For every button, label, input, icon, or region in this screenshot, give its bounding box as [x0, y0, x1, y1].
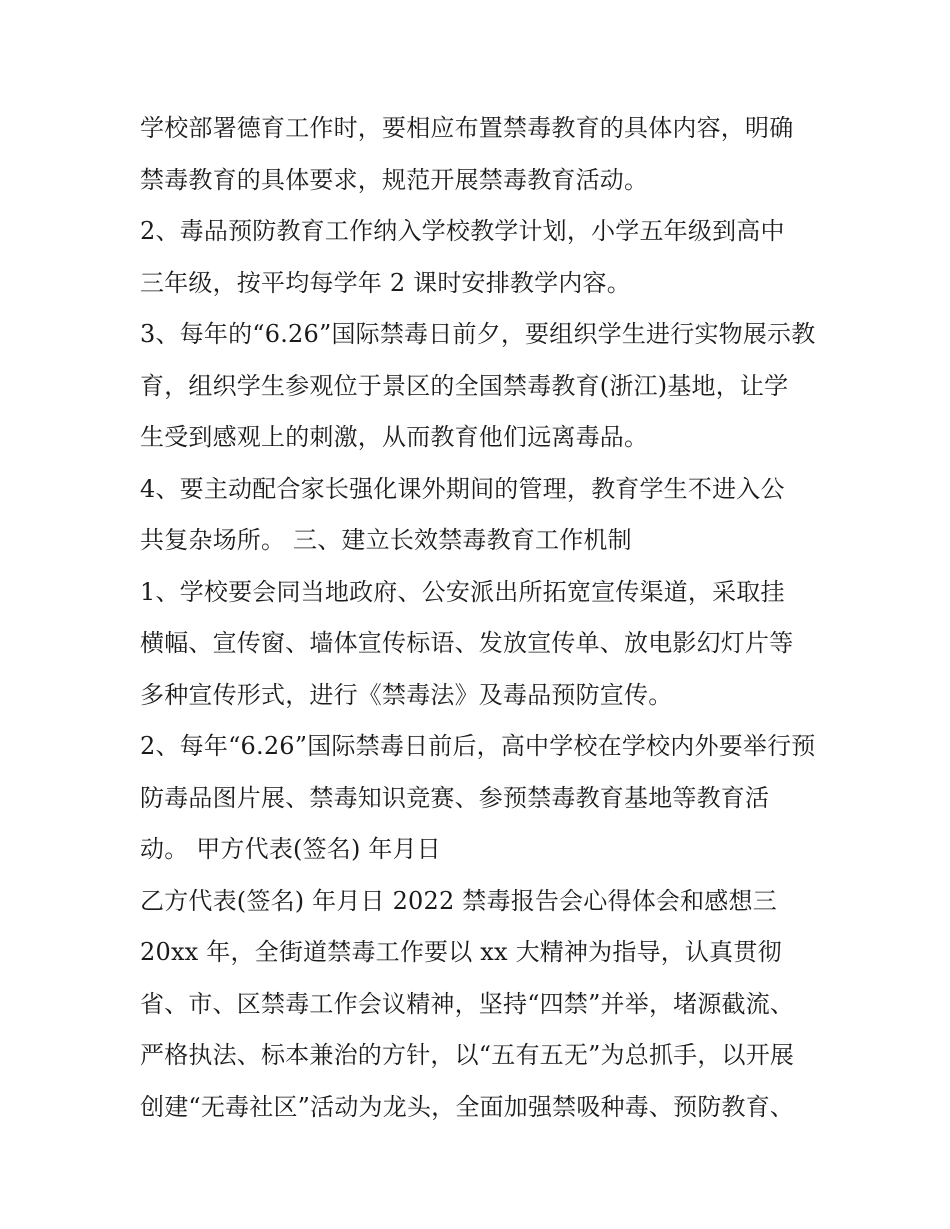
text-line: 20xx 年，全街道禁毒工作要以 xx 大精神为指导，认真贯彻 [140, 938, 782, 966]
text-line: 创建“无毒社区”活动为龙头，全面加强禁吸种毒、预防教育、 [140, 1092, 795, 1121]
text-line: 横幅、宣传窗、墙体宣传标语、发放宣传单、放电影幻灯片等 [140, 629, 794, 657]
text-line: 育，组织学生参观位于景区的全国禁毒教育(浙江)基地，让学 [140, 371, 789, 400]
text-line: 学校部署德育工作时，要相应布置禁毒教育的具体内容，明确 [140, 114, 794, 142]
text-line: 2、每年“6.26”国际禁毒日前后，高中学校在学校内外要举行预 [140, 732, 816, 760]
text-line: 多种宣传形式，进行《禁毒法》及毒品预防宣传。 [140, 680, 673, 709]
text-line: 防毒品图片展、禁毒知识竞赛、参预禁毒教育基地等教育活 [140, 783, 770, 812]
text-line: 1、学校要会同当地政府、公安派出所拓宽宣传渠道，采取挂 [140, 577, 785, 606]
body-text [140, 103, 820, 1133]
text-line: 乙方代表(签名) 年月日 2022 禁毒报告会心得体会和感想三 [140, 886, 777, 915]
text-line: 动。 甲方代表(签名) 年月日 [140, 835, 441, 863]
text-line: 严格执法、标本兼治的方针，以“五有五无”为总抓手，以开展 [140, 1041, 795, 1069]
text-line: 禁毒教育的具体要求，规范开展禁毒教育活动。 [140, 165, 649, 194]
text-line: 生受到感观上的刺激，从而教育他们远离毒品。 [140, 423, 649, 451]
text-line: 4、要主动配合家长强化课外期间的管理，教育学生不进入公 [140, 474, 785, 503]
text-line: 三年级，按平均每学年 2 课时安排教学内容。 [140, 268, 631, 297]
text-line: 共复杂场所。 三、建立长效禁毒教育工作机制 [140, 526, 632, 554]
text-line: 省、市、区禁毒工作会议精神，坚持“四禁”并举，堵源截流、 [140, 989, 795, 1018]
text-line: 3、每年的“6.26”国际禁毒日前夕，要组织学生进行实物展示教 [140, 320, 816, 348]
text-line: 2、毒品预防教育工作纳入学校教学计划，小学五年级到高中 [140, 217, 785, 245]
